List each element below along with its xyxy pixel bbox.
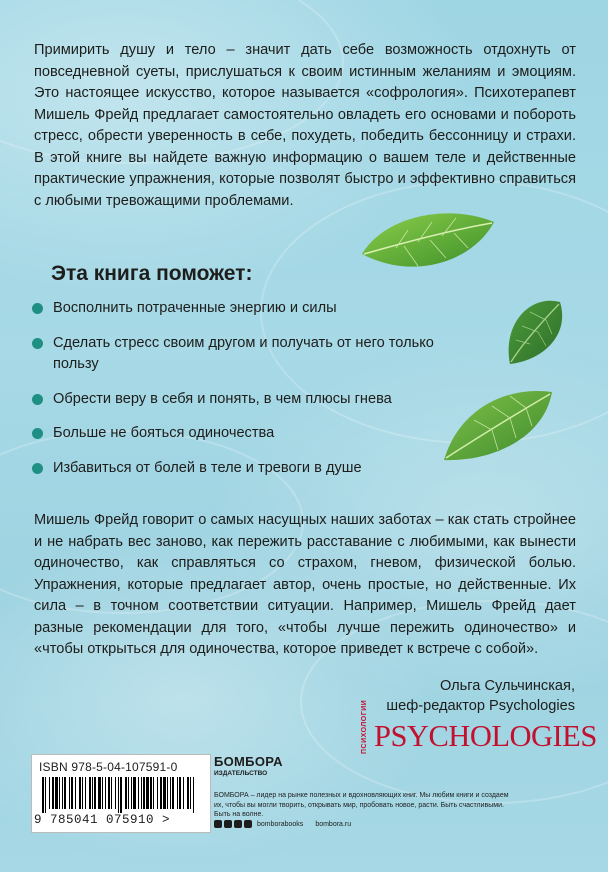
youtube-icon[interactable] [234, 820, 242, 828]
list-item [32, 458, 452, 480]
list-item-text: Сделать стресс своим другом и получать от него только пользу [53, 334, 434, 372]
signature-role: шеф-редактор Psychologies [386, 698, 575, 714]
isbn-digits: 9 785041 075910 > [34, 813, 171, 827]
publisher-logo [214, 754, 283, 777]
facebook-icon[interactable] [214, 820, 222, 828]
bullet-dot [32, 303, 43, 314]
social-handle[interactable]: bomborabooks [257, 820, 304, 828]
isbn-label: ISBN 978-5-04-107591-0 [39, 760, 178, 774]
list-item-text: Обрести веру в себя и понять, в чем плюсы гнева [53, 390, 392, 407]
barcode [42, 777, 198, 813]
intro-paragraph: Примирить душу и тело – значит дать себе возможность отдохнуть от повседневной суеты, прислушаться к своим истинным желаниям и эмоциям. Это настоящее искусство, которое называется «софрология». Психотерапевт Мишель Фрейд предлагает самостоятельно овладеть его основами и побороть стресс, обрести уверенность в себе, похудеть, победить бессонницу и страхи. В этой книге вы найдете важную информацию о вашем теле и действенные практические упражнения, которые позволят быстро и эффективно справиться с любыми тревожащими проблемами. [34, 42, 576, 209]
leaf-icon [440, 386, 560, 466]
psychologies-logo-side: ПСИХОЛОГИИ [361, 699, 368, 754]
instagram-icon[interactable] [244, 820, 252, 828]
list-item-text: Больше не бояться одиночества [53, 425, 275, 441]
benefits-list [32, 298, 452, 492]
benefits-heading: Эта книга поможет: [51, 262, 253, 285]
bullet-dot [32, 463, 43, 474]
publisher-socials [214, 820, 351, 828]
signature [386, 676, 575, 716]
bullet-dot [32, 394, 43, 405]
leaf-icon [356, 208, 498, 280]
psychologies-logo-main: PSYCHOLOGIES [374, 719, 597, 753]
publisher-website[interactable]: bombora.ru [315, 820, 352, 828]
signature-name: Ольга Сульчинская, [439, 678, 575, 694]
bullet-dot [32, 338, 43, 349]
isbn-barcode [31, 754, 211, 833]
vk-icon[interactable] [224, 820, 232, 828]
publisher-subtitle: ИЗДАТЕЛЬСТВО [214, 770, 268, 777]
publisher-description: БОМБОРА – лидер на рынке полезных и вдохновляющих книг. Мы любим книги и создаем их, чтобы вы могли творить, открывать мир, пробовать новое, расти. Быть счастливыми. Быть на волне. [214, 792, 509, 819]
bullet-dot [32, 428, 43, 439]
list-item [32, 333, 452, 376]
list-item-text: Восполнить потраченные энергию и силы [53, 300, 337, 316]
publisher-name: БОМБОРА [214, 754, 283, 769]
list-item [32, 423, 452, 445]
list-item [32, 298, 452, 320]
list-item [32, 389, 452, 411]
review-paragraph: Мишель Фрейд говорит о самых насущных наших заботах – как стать стройнее и не набрать вес заново, как пережить расставание с любимыми, как вынести одиночество, как справляться со страхом, гневом, физической болью. Упражнения, которые предлагает автор, очень простые, но действенные. Их сила – в точном соответствии ситуации. Например, Мишель Фрейд дает разные рекомендации для того, «чтобы лучше пережить одиночество» и «чтобы открыться для одиночества, которое приведет к встрече с собой». [34, 512, 576, 657]
list-item-text: Избавиться от болей в теле и тревоги в душе [53, 459, 362, 476]
leaf-icon [500, 294, 572, 370]
